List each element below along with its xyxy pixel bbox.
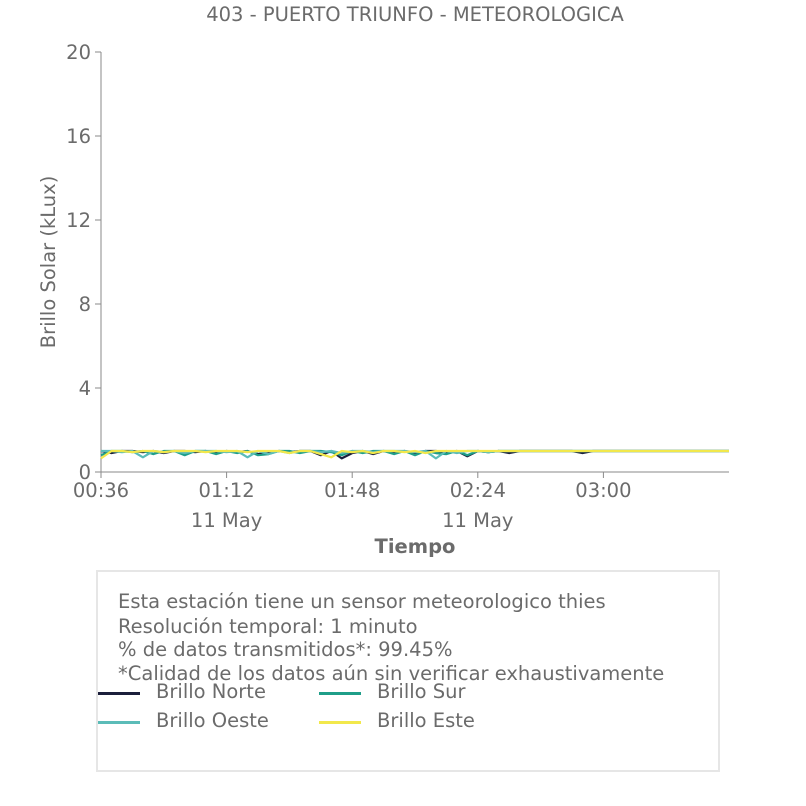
y-tick-label: 16 [66, 125, 91, 148]
y-tick-label: 12 [66, 209, 91, 232]
legend-swatch-brillo-norte [98, 692, 140, 695]
x-tick-label: 02:24 [449, 479, 506, 502]
x-tick-label: 01:12 [198, 479, 255, 502]
info-resolution-text: Resolución temporal: 1 minuto [118, 615, 418, 638]
y-tick-label: 4 [78, 377, 91, 400]
x-axis-label: Tiempo [374, 535, 456, 558]
plot-lines [101, 451, 729, 458]
info-quality-note: *Calidad de los datos aún sin verificar exhaustivamente [118, 662, 665, 685]
x-tick-label: 03:00 [575, 479, 632, 502]
x-axis-ticks [73, 472, 632, 532]
legend-label-brillo-oeste: Brillo Oeste [156, 709, 269, 732]
legend-swatch-brillo-oeste [98, 721, 140, 724]
y-axis-label: Brillo Solar (kLux) [37, 175, 60, 349]
y-tick-label: 20 [66, 41, 91, 64]
x-tick-label: 01:48 [324, 479, 381, 502]
legend-swatch-brillo-sur [319, 692, 361, 695]
x-tick-date-label: 11 May [190, 509, 263, 532]
info-box [96, 570, 720, 772]
y-tick-label: 8 [78, 293, 91, 316]
x-tick-date-label: 11 May [442, 509, 514, 532]
legend-label-brillo-norte: Brillo Norte [156, 680, 266, 703]
y-tick-label: 0 [78, 461, 91, 484]
legend-label-brillo-este: Brillo Este [377, 709, 475, 732]
y-axis-ticks [66, 41, 101, 484]
info-transmission-text: % de datos transmitidos*: 99.45% [118, 638, 453, 661]
chart-title: 403 - PUERTO TRIUNFO - METEOROLOGICA [206, 3, 624, 26]
info-sensor-text: Esta estación tiene un sensor meteorologico thies [118, 590, 606, 613]
legend-swatch-brillo-este [319, 721, 361, 724]
x-tick-label: 00:36 [72, 479, 130, 502]
legend-label-brillo-sur: Brillo Sur [377, 680, 466, 703]
